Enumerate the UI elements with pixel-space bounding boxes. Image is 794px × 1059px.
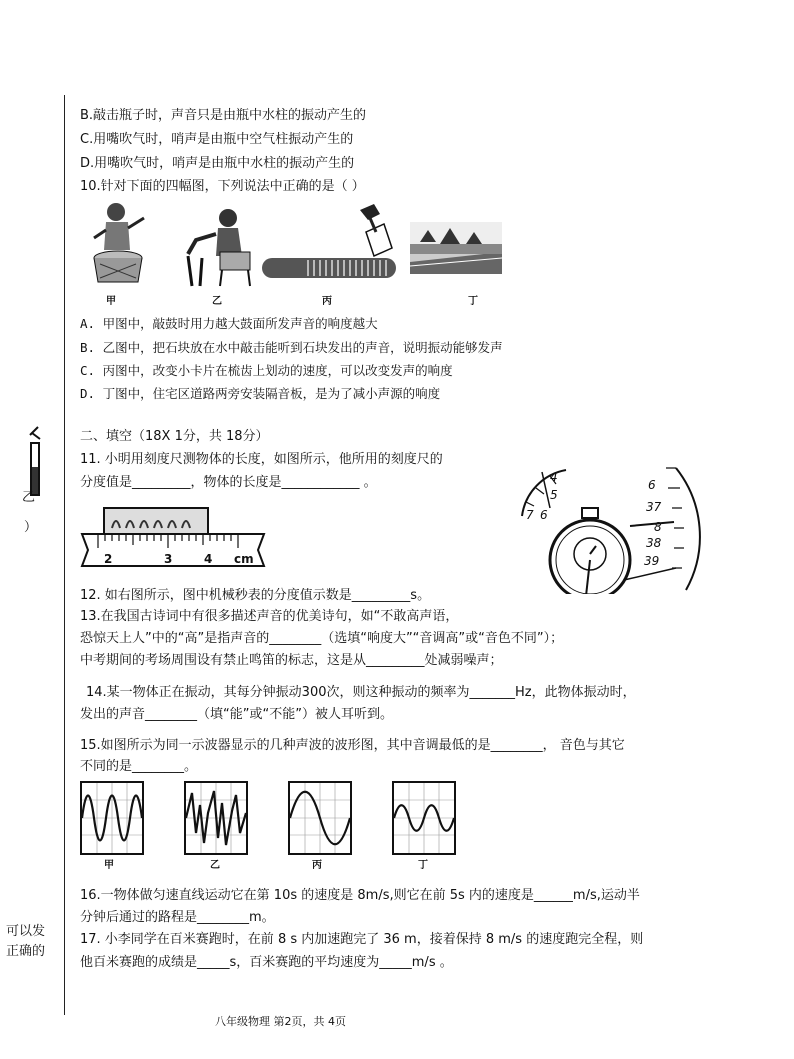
q10-option-a: A. 甲图中，敲鼓时用力越大鼓面所发声音的响度越大 [80,316,378,331]
q12-stem: 12. 如右图所示，图中机械秒表的分度值示数是_________s。 [80,588,431,603]
section-2-heading: 二、填空（18X 1分，共 18分） [80,429,269,444]
side-note-line2: 正确的 [6,944,46,959]
outer-dial-tick-38: 38 [646,536,662,550]
caption-ding: 丁 [468,296,478,307]
inner-dial-tick-6: 6 [540,508,548,522]
ruler-unit: cm [234,552,254,566]
q11-line2: 分度值是_________，物体的长度是____________ 。 [80,475,377,490]
waveform-jia-drawing [82,783,142,853]
caption-bing: 丙 [322,296,332,307]
inner-dial-tick-5: 5 [550,488,558,502]
q11-line1: 11. 小明用刻度尺测物体的长度，如图所示，他所用的刻度尺的 [80,452,443,467]
outer-dial-tick-6: 6 [648,478,656,492]
inner-dial-tick-4: 4 [550,470,558,484]
q16-line2: 分钟后通过的路程是________m。 [80,910,275,925]
outer-dial-tick-8: 8 [654,520,662,534]
outer-dial-tick-37: 37 [646,500,662,514]
ruler-tick-2: 2 [104,552,113,566]
q14-line1: 14.某一物体正在振动，其每分钟振动300次，则这种振动的频率为_______Hz，此物体振动时， [86,685,636,700]
caption-yi: 乙 [212,296,222,307]
comb-figure-bing [262,204,402,282]
q10-option-d: D. 丁图中，住宅区道路两旁安装隔音板，是为了减小声源的响度 [80,386,441,401]
q9-option-d: D.用嘴吹气时，哨声是由瓶中水柱的振动产生的 [80,156,355,171]
waveform-bing-drawing [290,783,350,853]
ruler-tick-3: 3 [164,552,173,566]
waveform-yi [184,781,248,855]
binding-margin-line [64,95,65,1015]
drum-figure-jia [88,198,150,288]
waveform-caption-ding: 丁 [418,860,428,871]
page-footer: 八年级物理 第2页，共 4页 [215,1015,346,1028]
q17-line1: 17. 小李同学在百米赛跑时，在前 8 s 内加速跑完了 36 m，接着保持 8 m/s 的速度跑完全程，则 [80,932,644,947]
stopwatch-figure [506,462,702,594]
waveform-yi-drawing [186,783,246,853]
waveform-ding [392,781,456,855]
q14-line2: 发出的声音________（填“能”或“不能”）被人耳听到。 [80,707,393,722]
stopwatch-drawing [506,462,702,594]
stone-figure-yi [178,206,258,288]
waveform-bing [288,781,352,855]
q16-line1: 16.一物体做匀速直线运动它在第 10s 的速度是 8m/s,则它在前 5s 内的速度是______m/s,运动半 [80,888,640,903]
caption-jia: 甲 [106,296,116,307]
waveform-ding-drawing [394,783,454,853]
q9-option-c: C.用嘴吹气时，哨声是由瓶中空气柱振动产生的 [80,132,354,147]
q15-line1: 15.如图所示为同一示波器显示的几种声波的波形图，其中音调最低的是________， 音色与其它 [80,738,625,753]
q10-stem: 10.针对下面的四幅图，下列说法中正确的是（ ） [80,179,365,194]
side-paren: ） [24,520,38,535]
ruler-tick-4: 4 [204,552,213,566]
side-label-yi: 乙 [22,490,36,505]
waveform-caption-yi: 乙 [210,860,220,871]
ruler-figure [78,500,268,572]
waveform-caption-jia: 甲 [104,860,114,871]
q13-line3: 中考期间的考场周围设有禁止鸣笛的标志，这是从_________处减弱噪声； [80,653,503,668]
waveform-caption-bing: 丙 [312,860,322,871]
q15-line2: 不同的是________。 [80,759,198,774]
q17-line2: 他百米赛跑的成绩是_____s，百米赛跑的平均速度为_____m/s 。 [80,955,453,970]
sound-barrier-figure-ding [410,222,502,274]
q9-option-b: B.敲击瓶子时，声音只是由瓶中水柱的振动产生的 [80,108,367,123]
outer-dial-tick-39: 39 [644,554,660,568]
q10-option-c: C. 丙图中，改变小卡片在梳齿上划动的速度，可以改变发声的响度 [80,363,453,378]
q10-option-b: B. 乙图中，把石块放在水中敲击能听到石块发出的声音，说明振动能够发声 [80,340,503,355]
inner-dial-tick-7: 7 [526,508,534,522]
waveform-jia [80,781,144,855]
q13-line1: 13.在我国古诗词中有很多描述声音的优美诗句，如“不敢高声语， [80,609,459,624]
side-note-line1: 可以发 [6,924,46,939]
q13-line2: 恐惊天上人”中的“高”是指声音的________（选填“响度大”“音调高”或“音色不同”）； [80,631,564,646]
